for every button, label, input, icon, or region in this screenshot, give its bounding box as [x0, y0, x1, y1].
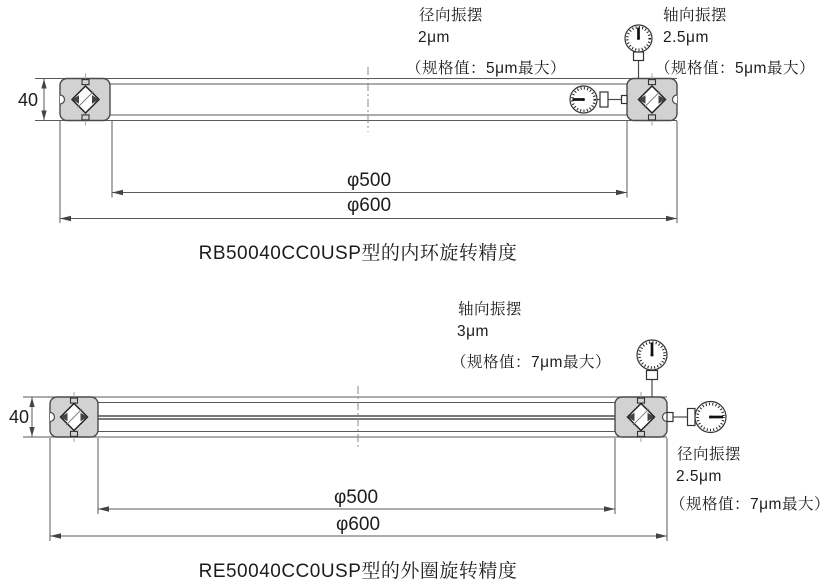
re-axial-runout-spec: （规格值：7μm最大） — [451, 354, 611, 371]
re-radial-runout-value: 2.5μm — [676, 468, 722, 485]
rb-diagram-caption: RB50040CC0USP型的内环旋转精度 — [198, 243, 518, 264]
rb-axial-runout-title: 轴向振摆 — [663, 7, 728, 24]
dial-indicator-axial-re-icon — [637, 340, 667, 397]
dim-section-width-rb — [35, 79, 60, 121]
re-radial-runout-title: 径向振摆 — [677, 446, 742, 463]
dial-indicator-radial-rb-icon — [570, 86, 627, 113]
re-axial-runout-title: 轴向振摆 — [458, 301, 523, 318]
re-axial-runout-value: 3μm — [457, 323, 489, 340]
rb-radial-runout-spec: （规格值：5μm最大） — [406, 60, 566, 77]
rb-radial-runout-title: 径向振摆 — [419, 7, 484, 24]
rb-bore-diameter-dim: φ500 — [346, 170, 392, 191]
dial-indicator-radial-re-icon — [667, 402, 726, 433]
rb-radial-runout-value: 2μm — [418, 29, 450, 46]
re-bore-diameter-dim: φ500 — [333, 487, 379, 508]
dial-indicator-axial-rb-icon — [625, 25, 652, 79]
rb-axial-runout-value: 2.5μm — [663, 29, 709, 46]
re-section-width-dim: 40 — [8, 407, 29, 427]
rb-section-width-dim: 40 — [17, 90, 38, 110]
rb-outer-diameter-dim: φ600 — [346, 195, 392, 216]
re-diagram-caption: RE50040CC0USP型的外圈旋转精度 — [198, 561, 518, 582]
rb-axial-runout-spec: （规格值：5μm最大） — [655, 60, 815, 77]
rb-bearing-cross-section — [35, 25, 677, 223]
re-radial-runout-spec: （规格值：7μm最大） — [670, 496, 830, 513]
re-outer-diameter-dim: φ600 — [335, 514, 381, 535]
re-bearing-cross-section — [23, 340, 726, 541]
